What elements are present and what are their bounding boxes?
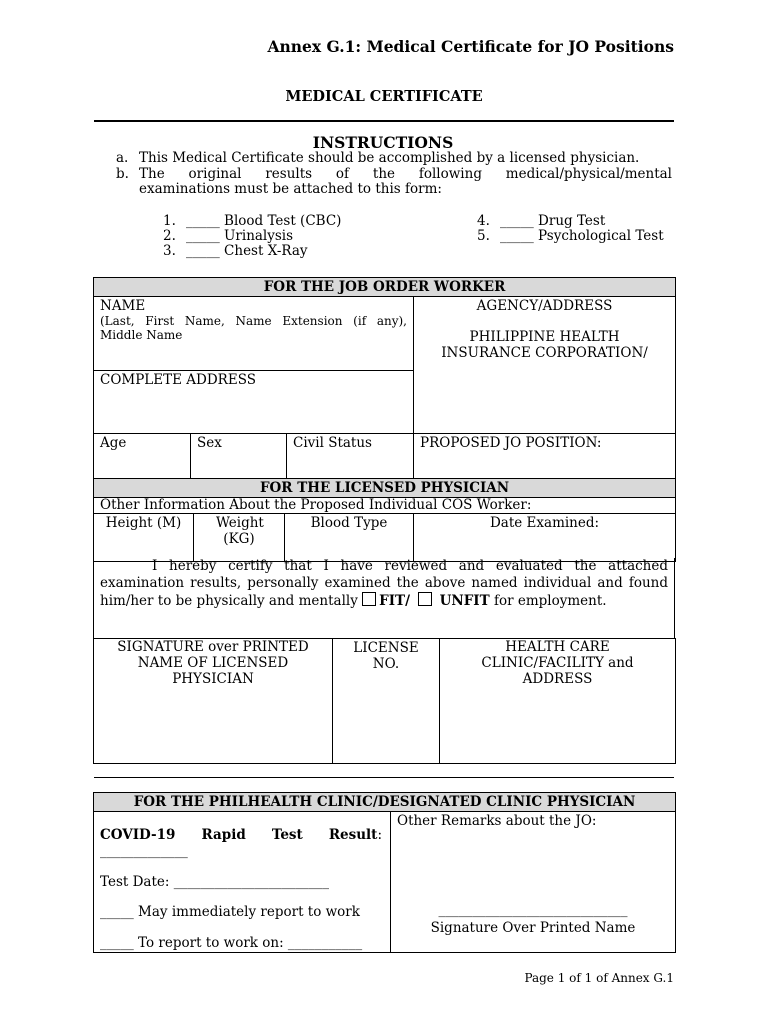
weight-cell[interactable] xyxy=(194,514,285,562)
exam-5-label: _____ Psychological Test xyxy=(500,228,664,244)
exam-1-number: 1. xyxy=(163,213,176,229)
complete-address-cell[interactable] xyxy=(94,371,414,434)
instruction-b-marker: b. xyxy=(116,166,129,182)
certification-text xyxy=(100,558,668,610)
agency-address-cell[interactable] xyxy=(414,297,676,434)
certify-statement: I hereby certify that I have reviewed and evaluated the attached examination results, personally examined the above named individual and found him/her to be physically and mentally xyxy=(100,558,668,609)
license-number-cell[interactable] xyxy=(333,639,440,764)
agency-label: AGENCY/ADDRESS xyxy=(476,298,613,314)
sex-cell[interactable] xyxy=(191,434,287,481)
age-label: Age xyxy=(100,435,127,451)
signature-printed-name-label: Signature Over Printed Name xyxy=(430,920,636,936)
proposed-position-cell[interactable] xyxy=(414,434,676,481)
test-date-field[interactable]: Test Date: _______________________ xyxy=(100,874,329,890)
fit-label: FIT/ xyxy=(379,593,411,609)
covid-result-text xyxy=(100,826,382,844)
blood-type-cell[interactable] xyxy=(285,514,414,562)
job-order-worker-table xyxy=(93,277,676,481)
physician-signature-table xyxy=(93,638,676,764)
covid-result-line[interactable] xyxy=(100,826,382,844)
report-on-date-option[interactable]: _____ To report to work on: ___________ xyxy=(100,935,363,951)
instruction-b-line2: examinations must be attached to this form: xyxy=(139,181,442,197)
page-footer: Page 1 of 1 of Annex G.1 xyxy=(524,971,674,985)
sex-label: Sex xyxy=(197,435,222,451)
blood-type-label: Blood Type xyxy=(310,515,388,531)
exam-3-label: _____ Chest X-Ray xyxy=(186,243,308,259)
name-hint: (Last, First Name, Name Extension (if any), Middle Name xyxy=(100,314,407,342)
unfit-label: UNFIT xyxy=(439,593,490,609)
instruction-a-marker: a. xyxy=(116,150,129,166)
weight-label: Weight (KG) xyxy=(216,515,264,547)
proposed-position-label: PROPOSED JO POSITION: xyxy=(420,435,602,451)
document-title: MEDICAL CERTIFICATE xyxy=(285,88,483,105)
license-number-label: LICENSE NO. xyxy=(353,640,419,672)
clinic-facility-label: HEALTH CARE CLINIC/FACILITY and ADDRESS xyxy=(481,639,634,687)
clinic-result-cell xyxy=(94,812,391,953)
certify-tail: for employment. xyxy=(493,593,607,609)
covid-result-label: COVID-19 Rapid Test Result xyxy=(100,827,378,843)
covid-result-colon: : xyxy=(377,827,382,843)
instruction-a-text: This Medical Certificate should be accomplished by a licensed physician. xyxy=(139,150,640,166)
physician-signature-label: SIGNATURE over PRINTED NAME OF LICENSED PHYSICIAN xyxy=(117,639,309,687)
instructions-heading: INSTRUCTIONS xyxy=(312,133,454,152)
date-examined-cell[interactable] xyxy=(414,514,676,562)
fit-checkbox[interactable] xyxy=(362,592,376,606)
physician-section-header: FOR THE LICENSED PHYSICIAN xyxy=(94,479,676,498)
height-label: Height (M) xyxy=(105,515,182,531)
exam-2-number: 2. xyxy=(163,228,176,244)
certification-box xyxy=(93,558,675,639)
other-info-cell xyxy=(94,498,676,514)
signature-line[interactable]: ____________________________ xyxy=(438,902,628,918)
exam-2-label: _____ Urinalysis xyxy=(186,228,294,244)
section-divider xyxy=(94,777,674,778)
exam-4-label: _____ Drug Test xyxy=(500,213,606,229)
civil-status-cell[interactable] xyxy=(287,434,414,481)
remarks-label: Other Remarks about the JO: xyxy=(397,813,597,829)
title-divider xyxy=(94,120,674,122)
worker-section-header: FOR THE JOB ORDER WORKER xyxy=(94,278,676,297)
philhealth-clinic-table xyxy=(93,792,676,953)
height-cell[interactable] xyxy=(94,514,194,562)
age-cell[interactable] xyxy=(94,434,191,481)
other-info-label: Other Information About the Proposed Individual COS Worker: xyxy=(100,497,532,513)
exam-1-label: _____ Blood Test (CBC) xyxy=(186,213,342,229)
annex-title: Annex G.1: Medical Certificate for JO Positions xyxy=(267,37,674,56)
exam-3-number: 3. xyxy=(163,243,176,259)
clinic-facility-cell[interactable] xyxy=(440,639,676,764)
exam-4-number: 4. xyxy=(477,213,490,229)
licensed-physician-table xyxy=(93,478,676,562)
unfit-checkbox[interactable] xyxy=(418,592,432,606)
exam-5-number: 5. xyxy=(477,228,490,244)
remarks-cell[interactable] xyxy=(391,812,676,953)
name-label: NAME xyxy=(100,298,146,314)
instruction-b-line1: The original results of the following medical/physical/mental xyxy=(139,166,672,182)
name-cell[interactable] xyxy=(94,297,414,371)
covid-result-blank[interactable]: _____________ xyxy=(100,843,188,859)
philhealth-section-header: FOR THE PHILHEALTH CLINIC/DESIGNATED CLINIC PHYSICIAN xyxy=(94,793,676,812)
date-examined-label: Date Examined: xyxy=(489,515,600,531)
physician-signature-cell[interactable] xyxy=(94,639,333,764)
civil-status-label: Civil Status xyxy=(293,435,372,451)
complete-address-label: COMPLETE ADDRESS xyxy=(100,372,256,388)
report-immediately-option[interactable]: _____ May immediately report to work xyxy=(100,904,360,920)
agency-value: PHILIPPINE HEALTH INSURANCE CORPORATION/ xyxy=(441,329,648,361)
